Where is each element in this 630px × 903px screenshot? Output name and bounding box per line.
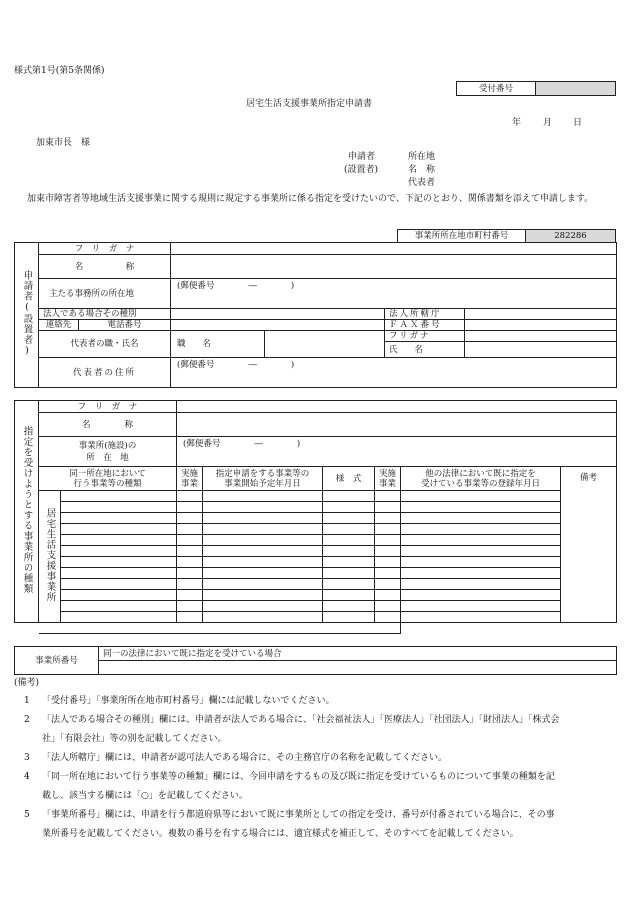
- note-item: 1 「受付番号」「事業所所在地市町村番号」欄には記載しないでください。: [24, 696, 335, 706]
- applicant-vertical-label: 申請者(設置者): [21, 270, 33, 357]
- facility-vertical-cell: [15, 401, 39, 623]
- service-row[interactable]: [61, 524, 177, 535]
- service-row[interactable]: [203, 568, 323, 579]
- fax-field[interactable]: [465, 320, 617, 331]
- other-law-header: [401, 467, 561, 491]
- fax-label: ＦＡＸ番号: [385, 320, 465, 331]
- office-label: 主たる事務所の所在地: [39, 279, 171, 309]
- municipality-code-box: [397, 229, 616, 243]
- applicant-label: 申請者: [348, 152, 376, 162]
- service-row[interactable]: [401, 612, 561, 623]
- facility-name-field[interactable]: [177, 413, 617, 437]
- service-row[interactable]: [401, 502, 561, 513]
- service-row[interactable]: [61, 535, 177, 546]
- remarks-cell[interactable]: [561, 467, 617, 623]
- service-row[interactable]: [323, 513, 375, 524]
- note-item: 3 「法人所轄庁」欄には、申請者が認可法人である場合に、その主務官庁の名称を記載してください。: [24, 753, 448, 763]
- facility-location-line1: 事業所(施設)の: [78, 440, 137, 451]
- service-row[interactable]: [323, 612, 375, 623]
- service-row[interactable]: [401, 590, 561, 601]
- service-row[interactable]: [177, 491, 203, 502]
- form-header: 様 式: [323, 467, 375, 491]
- job-label: 職 名: [171, 331, 265, 358]
- service-row[interactable]: [401, 557, 561, 568]
- impl2-line2: 事業: [379, 478, 397, 489]
- note-item: 4 「同一所在地において行う事業等の種類」欄には、今回申請をするもの及び既に指定を受けているものについて事業の種類を記: [24, 772, 555, 782]
- service-row[interactable]: [177, 524, 203, 535]
- service-row[interactable]: [203, 491, 323, 502]
- person-name-field[interactable]: [465, 342, 617, 358]
- impl-header: [177, 467, 203, 491]
- facility-location-label: [39, 437, 177, 467]
- impl-line1: 実施: [181, 468, 199, 479]
- other-law-line2: 受けている事業等の登録年月日: [421, 478, 541, 489]
- service-row[interactable]: [323, 535, 375, 546]
- service-row[interactable]: [375, 513, 401, 524]
- impl-line2: 事業: [181, 478, 199, 489]
- service-row[interactable]: [375, 579, 401, 590]
- service-row[interactable]: [401, 524, 561, 535]
- facility-location-line2: 所 在 地: [86, 452, 129, 463]
- service-row[interactable]: [203, 612, 323, 623]
- service-row[interactable]: [401, 513, 561, 524]
- facility-furigana-field[interactable]: [177, 401, 617, 413]
- founder-label: (設置者): [344, 165, 379, 175]
- service-row[interactable]: [177, 601, 203, 612]
- service-row[interactable]: [203, 513, 323, 524]
- contact-label: 連絡先: [39, 320, 79, 331]
- service-row[interactable]: [323, 568, 375, 579]
- furigana2-field[interactable]: [465, 331, 617, 342]
- receipt-number-label: 受付番号: [457, 82, 536, 96]
- service-row[interactable]: [61, 590, 177, 601]
- note-item-cont: 社」「有限会社」等の別を記載してください。: [42, 734, 227, 744]
- service-row[interactable]: [401, 568, 561, 579]
- office-number-note: 同一の法律において既に指定を受けている場合: [99, 647, 617, 661]
- start-date-header: [203, 467, 323, 491]
- service-row[interactable]: [177, 546, 203, 557]
- service-vertical-cell: [39, 491, 61, 623]
- corp-type-label: 法人である場合その種別: [39, 309, 171, 320]
- service-row[interactable]: [177, 579, 203, 590]
- authority-label: 法人所轄庁: [385, 309, 465, 320]
- service-row[interactable]: [375, 601, 401, 612]
- name-label: 名 称: [408, 165, 436, 175]
- service-row[interactable]: [61, 491, 177, 502]
- service-row[interactable]: [203, 524, 323, 535]
- note-item-cont: 業所番号を記載してください。複数の番号を有する場合には、適宜様式を補正して、そのすべてを記載してください。: [42, 829, 519, 839]
- service-row[interactable]: [323, 502, 375, 513]
- service-row[interactable]: [323, 491, 375, 502]
- service-row[interactable]: [61, 513, 177, 524]
- service-row[interactable]: [203, 590, 323, 601]
- municipality-code-value: 282286: [526, 230, 616, 243]
- service-row[interactable]: [375, 546, 401, 557]
- service-row[interactable]: [61, 568, 177, 579]
- service-row[interactable]: [61, 612, 177, 623]
- service-row[interactable]: [375, 491, 401, 502]
- furigana2-label: フリガナ: [385, 331, 465, 342]
- service-row[interactable]: [203, 502, 323, 513]
- rep-address-postal[interactable]: (郵便番号 ― ): [171, 358, 617, 388]
- start-date-line1: 指定申請をする事業等の: [215, 468, 310, 479]
- name-row-label: 名 称: [39, 255, 171, 279]
- name-field[interactable]: [171, 255, 617, 279]
- service-row[interactable]: [177, 557, 203, 568]
- service-row[interactable]: [401, 601, 561, 612]
- furigana-field[interactable]: [171, 243, 617, 255]
- service-row[interactable]: [323, 546, 375, 557]
- same-location-line1: 同一所在地において: [69, 468, 146, 479]
- service-row[interactable]: [375, 524, 401, 535]
- page-title: 居宅生活支援事業所指定申請書: [246, 99, 373, 109]
- service-row[interactable]: [375, 590, 401, 601]
- service-row[interactable]: [323, 590, 375, 601]
- remarks-header: 備考: [580, 473, 598, 483]
- other-law-line1: 他の法律において既に指定を: [425, 468, 536, 479]
- service-vertical-label: 居宅生活支援事業所: [44, 507, 56, 603]
- service-row[interactable]: [375, 557, 401, 568]
- office-postal[interactable]: (郵便番号 ― ): [171, 279, 617, 309]
- service-row[interactable]: [61, 502, 177, 513]
- facility-furigana-label: フ リ ガ ナ: [39, 401, 177, 413]
- service-row[interactable]: [177, 568, 203, 579]
- service-row[interactable]: [177, 535, 203, 546]
- service-row[interactable]: [375, 568, 401, 579]
- date-year: 年: [512, 118, 522, 128]
- facility-table: [14, 400, 617, 634]
- service-row[interactable]: [177, 502, 203, 513]
- service-row[interactable]: [177, 590, 203, 601]
- office-number-table: [14, 646, 617, 675]
- phone-field[interactable]: [171, 320, 385, 331]
- service-row[interactable]: [203, 535, 323, 546]
- note-item-cont: 載し、該当する欄には「○」を記載してください。: [42, 791, 248, 801]
- phone-label: 電話番号: [79, 320, 171, 331]
- note-item: 5 「事業所番号」欄には、申請を行う都道府県等において既に事業所としての指定を受け、番号が付番されている場合に、その事: [24, 810, 555, 820]
- service-row[interactable]: [61, 601, 177, 612]
- service-row[interactable]: [203, 557, 323, 568]
- service-row[interactable]: [401, 546, 561, 557]
- addressee: 加東市長 様: [36, 138, 91, 148]
- facility-name-label: 名 称: [39, 413, 177, 437]
- applicant-vertical-cell: [15, 243, 39, 388]
- job-field[interactable]: [265, 331, 385, 358]
- service-row[interactable]: [61, 546, 177, 557]
- service-row[interactable]: [375, 612, 401, 623]
- service-row[interactable]: [177, 612, 203, 623]
- office-number-label: 事業所番号: [15, 647, 99, 675]
- same-location-header: [39, 467, 177, 491]
- service-row[interactable]: [61, 579, 177, 590]
- start-date-line2: 事業開始予定年月日: [224, 478, 301, 489]
- intro-text: 加東市障害者等地域生活支援事業に関する規則に規定する事業所に係る指定を受けたいので、下記のとおり、関係書類を添えて申請します。: [27, 194, 594, 204]
- service-row[interactable]: [203, 579, 323, 590]
- office-number-field[interactable]: [99, 661, 617, 675]
- same-location-line2: 行う事業等の種類: [73, 478, 142, 489]
- municipality-code-label: 事業所所在地市町村番号: [398, 230, 526, 243]
- rep-title-label: 代表者の職・氏名: [39, 331, 171, 358]
- furigana-label: フ リ ガ ナ: [39, 243, 171, 255]
- service-row[interactable]: [323, 557, 375, 568]
- address-label: 所在地: [408, 152, 436, 162]
- service-row[interactable]: [203, 601, 323, 612]
- service-row[interactable]: [323, 524, 375, 535]
- facility-vertical-label: 指定を受けようとする事業所の種類: [21, 426, 33, 594]
- service-row[interactable]: [177, 513, 203, 524]
- service-row[interactable]: [401, 535, 561, 546]
- service-row[interactable]: [323, 579, 375, 590]
- service-row[interactable]: [401, 491, 561, 502]
- receipt-number-field[interactable]: [536, 82, 616, 96]
- receipt-number-box: [456, 81, 616, 96]
- service-row[interactable]: [203, 546, 323, 557]
- service-row[interactable]: [61, 557, 177, 568]
- person-name-label: 氏 名: [385, 342, 465, 358]
- date-day: 日: [573, 118, 583, 128]
- notes-title: (備考): [14, 678, 40, 688]
- service-row[interactable]: [375, 535, 401, 546]
- notes-list: [24, 692, 614, 844]
- impl2-header: [375, 467, 401, 491]
- date-month: 月: [543, 118, 553, 128]
- applicant-table: [14, 242, 617, 388]
- impl2-line1: 実施: [379, 468, 397, 479]
- service-row[interactable]: [401, 579, 561, 590]
- representative-label: 代表者: [408, 178, 436, 188]
- service-row[interactable]: [323, 601, 375, 612]
- authority-field[interactable]: [465, 309, 617, 320]
- service-row[interactable]: [375, 502, 401, 513]
- facility-postal[interactable]: (郵便番号 ― ): [177, 437, 617, 467]
- rep-address-label: 代表者の住所: [39, 358, 171, 388]
- note-item: 2 「法人である場合その種別」欄には、申請者が法人である場合に、「社会福祉法人」「医療法人」「社団法人」「財団法人」「株式会: [24, 715, 560, 725]
- form-number: 様式第1号(第5条関係): [14, 66, 105, 76]
- corp-type-field[interactable]: [171, 309, 385, 320]
